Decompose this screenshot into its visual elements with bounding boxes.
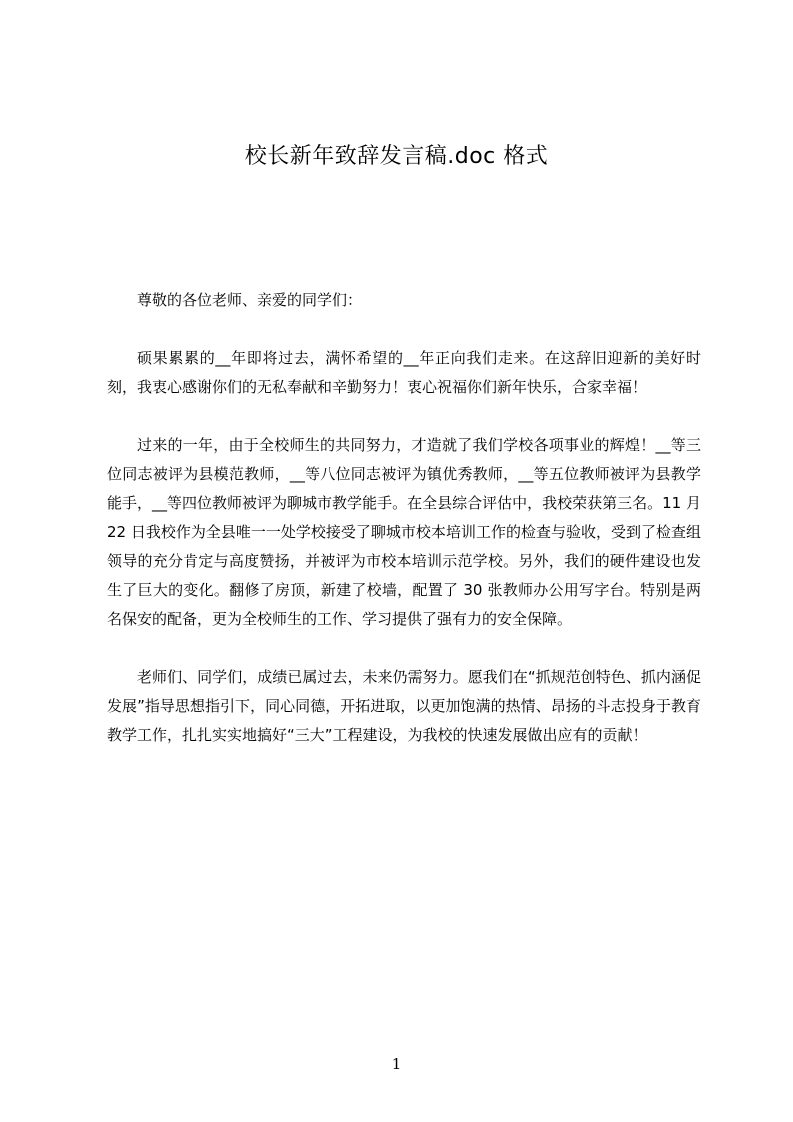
- document-title: 校长新年致辞发言稿.doc 格式: [244, 144, 549, 169]
- paragraph-1: 硕果累累的__年即将过去，满怀希望的__年正向我们走来。在这辞旧迎新的美好时刻，我衷心感谢你们的无私奉献和辛勤努力！衷心祝福你们新年快乐，合家幸福！: [107, 349, 701, 396]
- page-number: 1: [391, 1055, 402, 1073]
- document-body: [107, 286, 701, 779]
- paragraph-2: 过来的一年，由于全校师生的共同努力，才造就了我们学校各项事业的辉煌！__等三位同志被评为县模范教师，__等八位同志被评为镇优秀教师，__等五位教师被评为县教学能手，__等四位教师被评为聊城市教学能手。在全县综合评估中，我校荣获第三名。11 月 22 日我校作为全县唯一一处学校接受了聊城市校本培训工作的检查与验收，受到了检查组领导的充分肯定与高度赞扬，并被评为市校本培训示范学校。另外，我们的硬件建设也发生了巨大的变化。翻修了房顶，新建了校墙，配置了 30 张教师办公用写字台。特别是两名保安的配备，更为全校师生的工作、学习提供了强有力的安全保障。: [107, 436, 701, 628]
- salutation: 尊敬的各位老师、亲爱的同学们：: [137, 291, 363, 309]
- paragraph-3: 老师们、同学们，成绩已属过去，未来仍需努力。愿我们在“抓规范创特色、抓内涵促发展”指导思想指引下，同心同德，开拓进取，以更加饱满的热情、昂扬的斗志投身于教育教学工作，扎扎实实地搞好“三大”工程建设，为我校的快速发展做出应有的贡献！: [107, 668, 701, 744]
